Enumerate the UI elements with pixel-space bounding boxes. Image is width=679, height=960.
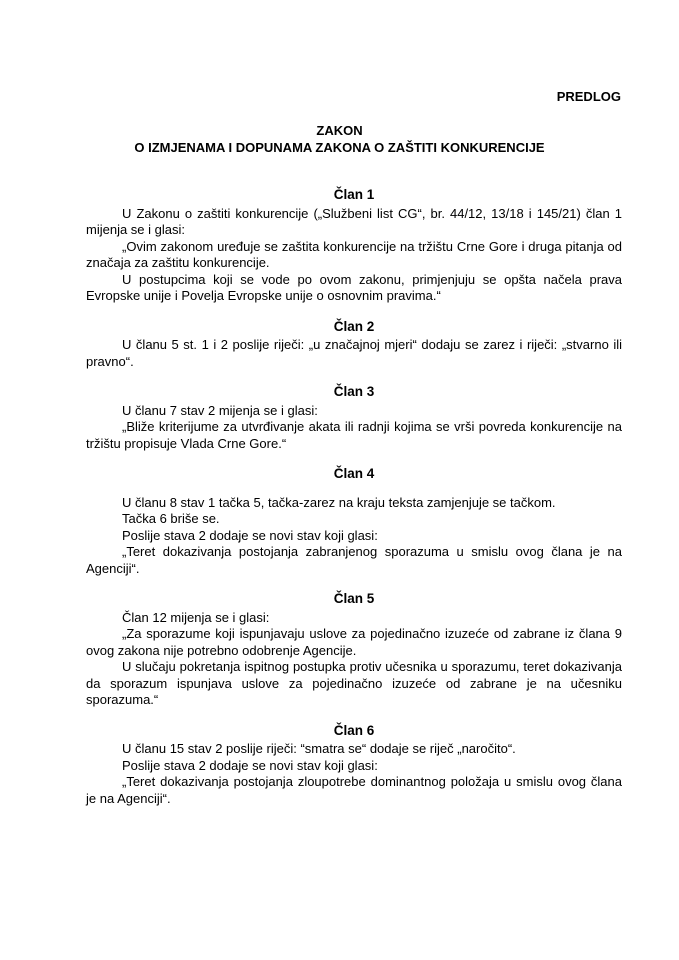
article-paragraph: „Bliže kriterijume za utvrđivanje akata ili radnji kojima se vrši povreda konkurencije na tržištu propisuje Vlada Crne Gore.“: [86, 419, 622, 451]
article-1: [86, 187, 622, 305]
article-paragraph: „Za sporazume koji ispunjavaju uslove za pojedinačno izuzeće od zabrane iz člana 9 ovog zakona nije potrebno odobrenje Agencije.: [86, 626, 622, 658]
article-paragraph: U Zakonu o zaštiti konkurencije („Službeni list CG“, br. 44/12, 13/18 i 145/21) član 1 mijenja se i glasi:: [86, 205, 622, 237]
document-body: [86, 187, 622, 807]
document-label: PREDLOG: [556, 89, 621, 104]
article-paragraph: U postupcima koji se vode po ovom zakonu, primjenjuju se opšta načela prava Evropske unije i Povelja Evropske unije o osnovnim pravima.“: [86, 271, 622, 303]
article-3: [86, 384, 622, 452]
title-line-1: ZAKON: [316, 123, 363, 138]
article-paragraph: U članu 5 st. 1 i 2 poslije riječi: „u značajnoj mjeri“ dodaju se zarez i riječi: „stvarno ili pravno“.: [86, 337, 622, 369]
article-paragraph: Tačka 6 briše se.: [122, 511, 220, 526]
article-6: [86, 723, 622, 808]
heading-spacer: [86, 485, 622, 495]
article-heading: Član 1: [333, 187, 375, 202]
article-5: [86, 591, 622, 709]
article-paragraph: „Teret dokazivanja postojanja zloupotrebe dominantnog položaja u smislu ovog člana je na Agenciji“.: [86, 774, 622, 806]
article-heading: Član 6: [333, 722, 375, 738]
article-paragraph: Poslije stava 2 dodaje se novi stav koji glasi:: [122, 527, 378, 543]
document-title: [0, 122, 679, 156]
article-heading: Član 5: [333, 591, 375, 606]
article-paragraph: U članu 8 stav 1 tačka 5, tačka-zarez na kraju teksta zamjenjuje se tačkom.: [122, 494, 556, 510]
article-2: [86, 319, 622, 371]
article-paragraph: „Teret dokazivanja postojanja zabranjenog sporazuma u smislu ovog člana je na Agenciji“.: [86, 544, 622, 576]
article-4: [86, 466, 622, 577]
article-paragraph: Poslije stava 2 dodaje se novi stav koji glasi:: [122, 757, 378, 773]
article-paragraph: „Ovim zakonom uređuje se zaštita konkurencije na tržištu Crne Gore i druga pitanja od značaja za zaštitu konkurencije.: [86, 238, 622, 270]
article-paragraph: U članu 15 stav 2 poslije riječi: “smatra se“ dodaje se riječ „naročito“.: [122, 741, 516, 756]
article-heading: Član 2: [333, 318, 375, 334]
article-heading: Član 3: [333, 384, 375, 399]
article-paragraph: Član 12 mijenja se i glasi:: [122, 609, 270, 625]
article-heading: Član 4: [333, 466, 375, 481]
title-line-2: O IZMJENAMA I DOPUNAMA ZAKONA O ZAŠTITI KONKURENCIJE: [134, 140, 545, 155]
article-paragraph: U slučaju pokretanja ispitnog postupka protiv učesnika u sporazumu, teret dokazivanja da sporazum ispunjava uslove za pojedinačno izuzeće od zabrane je na učesniku sporazuma.“: [86, 659, 622, 707]
article-paragraph: U članu 7 stav 2 mijenja se i glasi:: [122, 402, 318, 418]
